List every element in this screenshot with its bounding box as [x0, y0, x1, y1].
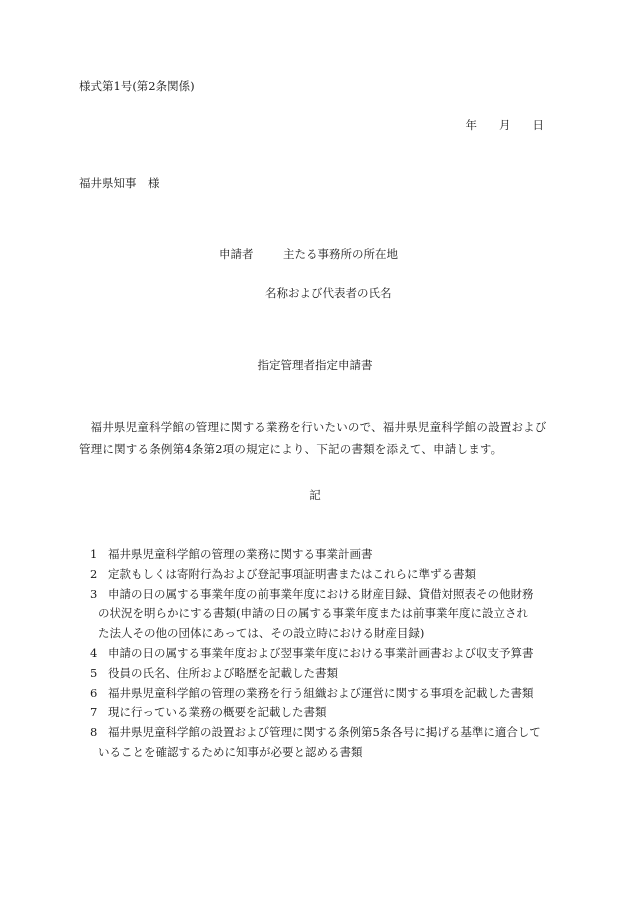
- item-text-line: の状況を明らかにする書類(申請の日の属する事業年度または前事業年度に設立され: [98, 606, 528, 621]
- applicant-name-label: 名称および代表者の氏名: [265, 286, 392, 300]
- list-item: [90, 565, 560, 585]
- list-item: [90, 644, 560, 664]
- item-number: 7: [90, 705, 98, 720]
- item-text: [108, 545, 560, 565]
- date-day: 日: [532, 118, 544, 132]
- ki-heading: 記: [309, 488, 321, 502]
- list-item: [90, 664, 560, 684]
- item-number: 2: [90, 566, 98, 581]
- item-text-line: 福井県児童科学館の設置および管理に関する条例第5条各号に掲げる基準に適合して: [108, 725, 541, 740]
- item-number: 4: [90, 645, 98, 660]
- item-text-line: 現に行っている業務の概要を記載した書類: [108, 705, 327, 720]
- item-number: 8: [90, 725, 98, 740]
- item-text-line: 申請の日の属する事業年度の前事業年度における財産目録、貸借対照表その他財務: [108, 586, 534, 601]
- item-text-line: た法人その他の団体にあっては、その設立時における財産目録): [98, 626, 425, 641]
- date-year: 年: [465, 118, 477, 132]
- item-text: [108, 644, 560, 664]
- item-number: 1: [90, 547, 98, 561]
- item-text-line: 役員の氏名、住所および略歴を記載した書類: [108, 665, 338, 680]
- applicant-label: 申請者: [219, 247, 254, 261]
- item-text: [108, 684, 560, 704]
- body-paragraph: 福井県児童科学館の管理に関する業務を行いたいので、福井県児童科学館の設置および管理に関する条例第4条第2項の規定により、下記の書類を添えて、申請します。: [79, 420, 547, 456]
- list-item: [90, 684, 560, 704]
- date-month: 月: [499, 118, 511, 132]
- form-number: 様式第1号(第2条関係): [79, 79, 195, 93]
- item-text-line: 福井県児童科学館の管理の業務を行う組織および運営に関する事項を記載した書類: [108, 685, 534, 700]
- document-title: 指定管理者指定申請書: [257, 358, 373, 372]
- list-item: [90, 723, 560, 763]
- item-text: [98, 585, 560, 644]
- addressee: 福井県知事 様: [79, 176, 160, 190]
- item-text-line: 申請の日の属する事業年度および翌事業年度における事業計画書および収支予算書: [108, 645, 534, 660]
- list-item: [90, 585, 560, 644]
- list-item: [90, 545, 560, 565]
- list-item: [90, 703, 560, 723]
- item-text: [108, 664, 560, 684]
- applicant-address-label: 主たる事務所の所在地: [283, 247, 398, 261]
- item-number: 5: [90, 665, 98, 680]
- item-text-line: 福井県児童科学館の管理の業務に関する事業計画書: [108, 547, 373, 561]
- date-line: [466, 120, 545, 132]
- document-item-list: [90, 545, 560, 763]
- item-text: [108, 703, 560, 723]
- item-number: 3: [90, 586, 98, 601]
- item-text: [108, 565, 560, 585]
- item-text-line: いることを確認するために知事が必要と認める書類: [98, 744, 363, 759]
- item-number: 6: [90, 685, 98, 700]
- item-text-line: 定款もしくは寄附行為および登記事項証明書またはこれらに準ずる書類: [108, 566, 476, 581]
- item-text: [98, 723, 560, 763]
